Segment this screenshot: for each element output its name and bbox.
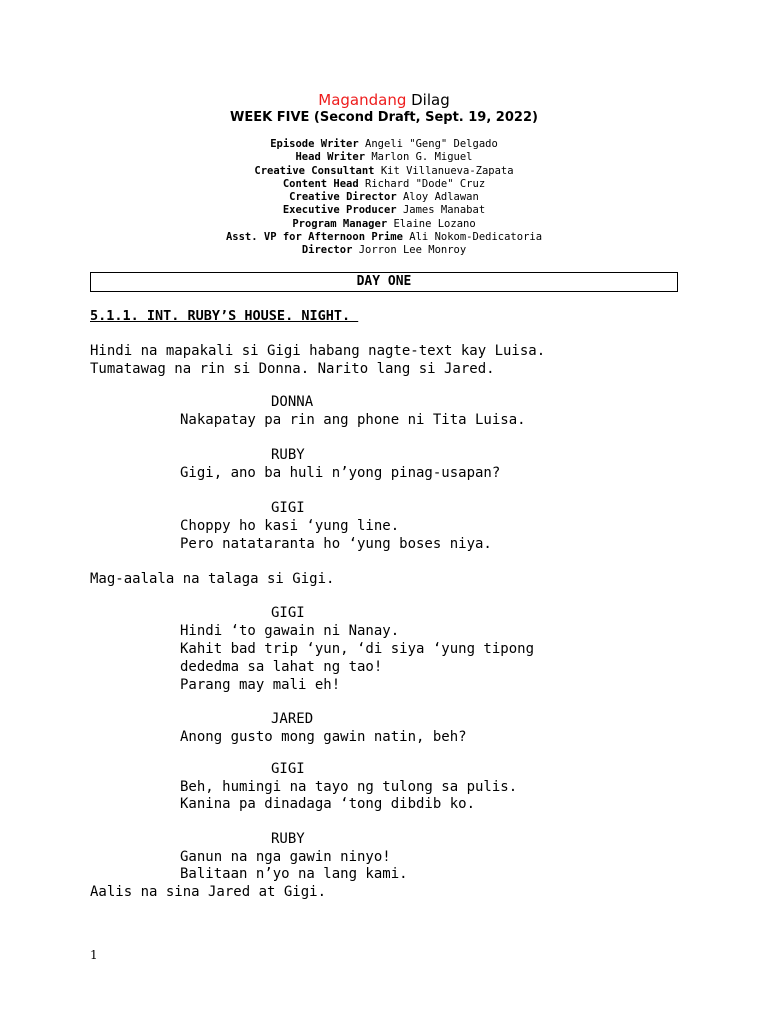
credit-line: Episode Writer Angeli "Geng" Delgado xyxy=(270,138,498,150)
credit-line: Program Manager Elaine Lozano xyxy=(292,217,476,230)
character-cue: GIGI xyxy=(271,761,305,777)
dialogue-line: Beh, humingi na tayo ng tulong sa pulis. xyxy=(180,779,518,795)
dialogue-line: Choppy ho kasi ‘yung line. xyxy=(180,518,400,534)
dialogue-line: Pero natataranta ho ‘yung boses niya. xyxy=(180,536,492,552)
credit-line: Content Head Richard "Dode" Cruz xyxy=(282,177,486,190)
action-line: Aalis na sina Jared at Gigi. xyxy=(90,884,327,900)
credits-block xyxy=(0,138,768,258)
action-line: Mag-aalala na talaga si Gigi. xyxy=(90,571,335,587)
action-line: Tumatawag na rin si Donna. Narito lang si Jared. xyxy=(90,361,495,377)
dialogue-line: Nakapatay pa rin ang phone ni Tita Luisa. xyxy=(180,412,526,428)
dialogue-line: dededma sa lahat ng tao! xyxy=(180,659,383,675)
credit-line: Creative Director Aloy Adlawan xyxy=(289,191,479,204)
character-cue: DONNA xyxy=(271,394,314,410)
title-red-word: Magandang xyxy=(318,91,407,109)
credit-line: Executive Producer James Manabat xyxy=(282,204,486,217)
character-cue: JARED xyxy=(271,711,314,727)
dialogue-line: Kahit bad trip ‘yun, ‘di siya ‘yung tipong xyxy=(180,641,535,657)
dialogue-line: Anong gusto mong gawin natin, beh? xyxy=(180,729,467,745)
draft-subtitle: WEEK FIVE (Second Draft, Sept. 19, 2022) xyxy=(230,110,538,125)
scene-heading: 5.1.1. INT. RUBY’S HOUSE. NIGHT. xyxy=(90,308,359,324)
character-cue: GIGI xyxy=(271,500,305,516)
title-black-word: Dilag xyxy=(406,91,450,109)
credit-line: Director Jorron Lee Monroy xyxy=(301,244,467,257)
page-title xyxy=(0,91,768,110)
character-cue: RUBY xyxy=(271,831,305,847)
page-number: 1 xyxy=(90,948,98,962)
dialogue-line: Ganun na nga gawin ninyo! xyxy=(180,849,391,865)
credit-line: Creative Consultant Kit Villanueva-Zapata xyxy=(254,164,514,177)
credit-line: Asst. VP for Afternoon Prime Ali Nokom-Dedicatoria xyxy=(225,231,543,244)
day-heading-box: DAY ONE xyxy=(90,272,678,292)
dialogue-line: Kanina pa dinadaga ‘tong dibdib ko. xyxy=(180,796,476,812)
character-cue: RUBY xyxy=(271,447,305,463)
credit-line: Head Writer Marlon G. Miguel xyxy=(295,151,473,164)
action-line: Hindi na mapakali si Gigi habang nagte-text kay Luisa. xyxy=(90,343,546,359)
dialogue-line: Balitaan n’yo na lang kami. xyxy=(180,866,408,882)
dialogue-line: Hindi ‘to gawain ni Nanay. xyxy=(180,623,400,639)
dialogue-line: Gigi, ano ba huli n’yong pinag-usapan? xyxy=(180,465,501,481)
character-cue: GIGI xyxy=(271,605,305,621)
dialogue-line: Parang may mali eh! xyxy=(180,677,341,693)
